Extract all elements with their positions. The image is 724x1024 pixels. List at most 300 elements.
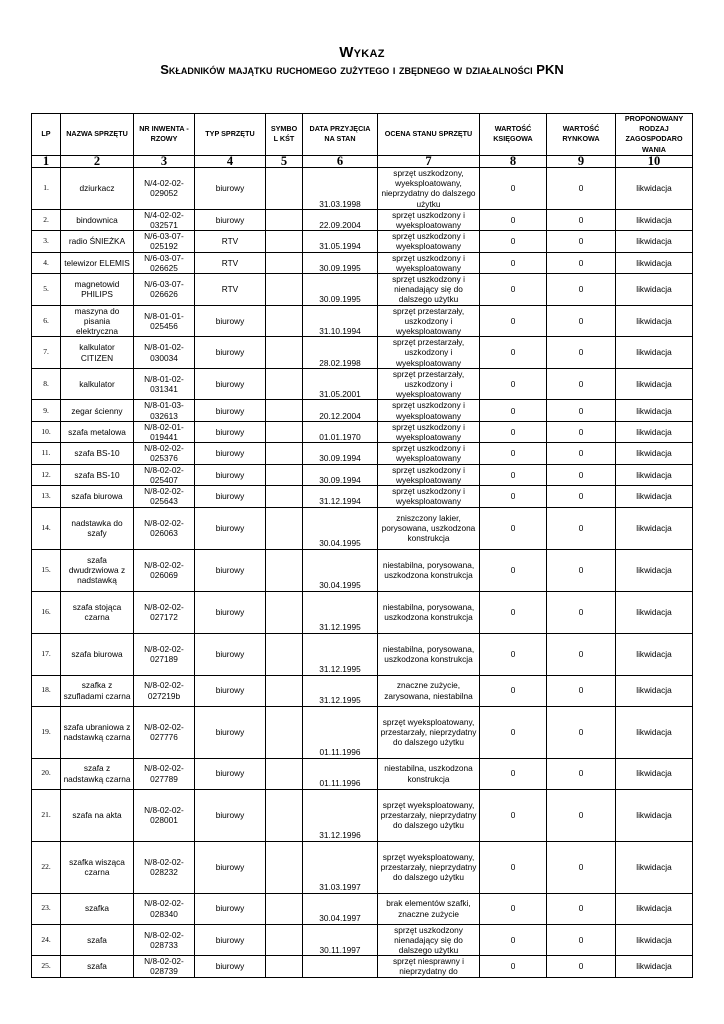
cell-inventory-number: N/8-02-02-027789 <box>134 758 195 789</box>
cell-inventory-number: N/4-02-02-032571 <box>134 209 195 230</box>
cell-kst-symbol <box>266 231 303 252</box>
cell-inventory-number: N/8-02-02-027776 <box>134 706 195 758</box>
cell-kst-symbol <box>266 167 303 209</box>
cell-acceptance-date: 30.04.1995 <box>303 549 378 591</box>
cell-inventory-number: N/8-01-02-030034 <box>134 337 195 369</box>
cell-inventory-number: N/8-02-02-028001 <box>134 789 195 841</box>
cell-equipment-type: biurowy <box>195 421 266 442</box>
cell-inventory-number: N/8-02-02-025643 <box>134 486 195 507</box>
cell-item-name: telewizor ELEMIS <box>61 252 134 273</box>
column-number: 6 <box>303 155 378 167</box>
table-row <box>32 421 693 442</box>
cell-proposed-disposal: likwidacja <box>616 549 693 591</box>
cell-acceptance-date: 31.12.1995 <box>303 591 378 633</box>
cell-condition-assessment: sprzęt uszkodzony i wyeksploatowany <box>378 421 480 442</box>
cell-item-name: szafka wisząca czarna <box>61 841 134 893</box>
cell-book-value: 0 <box>480 549 547 591</box>
cell-proposed-disposal: likwidacja <box>616 464 693 485</box>
cell-proposed-disposal: likwidacja <box>616 231 693 252</box>
cell-inventory-number: N/8-02-02-028232 <box>134 841 195 893</box>
cell-acceptance-date: 01.01.1970 <box>303 421 378 442</box>
table-row <box>32 633 693 675</box>
cell-inventory-number: N/8-01-02-031341 <box>134 368 195 400</box>
cell-proposed-disposal: likwidacja <box>616 675 693 706</box>
cell-condition-assessment: zniszczony lakier, porysowana, uszkodzona konstrukcja <box>378 507 480 549</box>
cell-equipment-type: biurowy <box>195 841 266 893</box>
cell-acceptance-date: 30.09.1995 <box>303 274 378 306</box>
cell-acceptance-date: 31.12.1994 <box>303 486 378 507</box>
cell-kst-symbol <box>266 486 303 507</box>
cell-condition-assessment: sprzęt uszkodzony i wyeksploatowany <box>378 464 480 485</box>
cell-acceptance-date: 20.12.2004 <box>303 400 378 421</box>
cell-acceptance-date: 31.03.1997 <box>303 841 378 893</box>
table-row <box>32 368 693 400</box>
cell-condition-assessment: sprzęt uszkodzony i wyeksploatowany <box>378 486 480 507</box>
cell-equipment-type: biurowy <box>195 400 266 421</box>
cell-proposed-disposal: likwidacja <box>616 209 693 230</box>
cell-book-value: 0 <box>480 789 547 841</box>
cell-equipment-type: biurowy <box>195 464 266 485</box>
table-row <box>32 337 693 369</box>
cell-market-value: 0 <box>547 464 616 485</box>
cell-proposed-disposal: likwidacja <box>616 956 693 977</box>
cell-item-name: magnetowid PHILIPS <box>61 274 134 306</box>
cell-equipment-type: biurowy <box>195 675 266 706</box>
cell-item-name: bindownica <box>61 209 134 230</box>
cell-condition-assessment: sprzęt przestarzały, uszkodzony i wyeksploatowany <box>378 337 480 369</box>
cell-acceptance-date <box>303 956 378 977</box>
cell-equipment-type: biurowy <box>195 337 266 369</box>
cell-inventory-number: N/8-02-02-028733 <box>134 924 195 956</box>
cell-condition-assessment: niestabilna, porysowana, uszkodzona konstrukcja <box>378 591 480 633</box>
cell-kst-symbol <box>266 507 303 549</box>
cell-condition-assessment: niestabilna, porysowana, uszkodzona konstrukcja <box>378 633 480 675</box>
table-row <box>32 706 693 758</box>
cell-item-name: szafa na akta <box>61 789 134 841</box>
cell-kst-symbol <box>266 252 303 273</box>
cell-equipment-type: RTV <box>195 231 266 252</box>
cell-lp: 10. <box>32 421 61 442</box>
table-row <box>32 167 693 209</box>
cell-item-name: szafa dwudrzwiowa z nadstawką <box>61 549 134 591</box>
table-row <box>32 486 693 507</box>
cell-inventory-number: N/8-01-03-032613 <box>134 400 195 421</box>
cell-lp: 13. <box>32 486 61 507</box>
cell-market-value: 0 <box>547 789 616 841</box>
cell-acceptance-date: 28.02.1998 <box>303 337 378 369</box>
cell-kst-symbol <box>266 758 303 789</box>
table-row <box>32 274 693 306</box>
table-row <box>32 464 693 485</box>
cell-book-value: 0 <box>480 507 547 549</box>
cell-book-value: 0 <box>480 209 547 230</box>
cell-proposed-disposal: likwidacja <box>616 443 693 464</box>
cell-lp: 19. <box>32 706 61 758</box>
cell-condition-assessment: niestabilna, porysowana, uszkodzona konstrukcja <box>378 549 480 591</box>
cell-kst-symbol <box>266 305 303 337</box>
cell-condition-assessment: sprzęt uszkodzony i wyeksploatowany <box>378 209 480 230</box>
cell-condition-assessment: sprzęt uszkodzony i wyeksploatowany <box>378 443 480 464</box>
column-number: 2 <box>61 155 134 167</box>
cell-item-name: szafka z szufladami czarna <box>61 675 134 706</box>
cell-acceptance-date: 01.11.1996 <box>303 758 378 789</box>
cell-proposed-disposal: likwidacja <box>616 252 693 273</box>
cell-book-value: 0 <box>480 675 547 706</box>
cell-equipment-type: biurowy <box>195 789 266 841</box>
cell-kst-symbol <box>266 956 303 977</box>
cell-acceptance-date: 30.09.1994 <box>303 464 378 485</box>
header-market-value: WARTOŚĆ RYNKOWA <box>547 114 616 156</box>
header-equipment-type: TYP SPRZĘTU <box>195 114 266 156</box>
table-body <box>32 167 693 977</box>
cell-item-name: kalkulator <box>61 368 134 400</box>
cell-condition-assessment: znaczne zużycie, zarysowana, niestabilna <box>378 675 480 706</box>
cell-condition-assessment: sprzęt niesprawny i nieprzydatny do <box>378 956 480 977</box>
table-row <box>32 924 693 956</box>
cell-proposed-disposal: likwidacja <box>616 706 693 758</box>
table-row <box>32 841 693 893</box>
cell-inventory-number: N/8-02-02-025376 <box>134 443 195 464</box>
cell-inventory-number: N/8-02-02-026063 <box>134 507 195 549</box>
cell-item-name: maszyna do pisania elektryczna <box>61 305 134 337</box>
cell-proposed-disposal: likwidacja <box>616 167 693 209</box>
cell-lp: 8. <box>32 368 61 400</box>
cell-condition-assessment: sprzęt uszkodzony i wyeksploatowany <box>378 231 480 252</box>
cell-book-value: 0 <box>480 924 547 956</box>
cell-item-name: dziurkacz <box>61 167 134 209</box>
cell-book-value: 0 <box>480 421 547 442</box>
cell-item-name: szafa z nadstawką czarna <box>61 758 134 789</box>
cell-lp: 21. <box>32 789 61 841</box>
cell-proposed-disposal: likwidacja <box>616 841 693 893</box>
cell-kst-symbol <box>266 633 303 675</box>
table-row <box>32 231 693 252</box>
cell-item-name: szafa <box>61 924 134 956</box>
cell-equipment-type: biurowy <box>195 633 266 675</box>
cell-proposed-disposal: likwidacja <box>616 893 693 924</box>
cell-item-name: szafa ubraniowa z nadstawką czarna <box>61 706 134 758</box>
column-number-row <box>32 155 693 167</box>
cell-lp: 4. <box>32 252 61 273</box>
cell-condition-assessment: brak elementów szafki, znaczne zużycie <box>378 893 480 924</box>
document-subtitle: Składników majątku ruchomego zużytego i zbędnego w działalności PKN <box>160 62 564 77</box>
cell-equipment-type: biurowy <box>195 706 266 758</box>
cell-lp: 3. <box>32 231 61 252</box>
cell-proposed-disposal: likwidacja <box>616 305 693 337</box>
table-row <box>32 305 693 337</box>
cell-proposed-disposal: likwidacja <box>616 421 693 442</box>
cell-market-value: 0 <box>547 507 616 549</box>
cell-item-name: szafa metalowa <box>61 421 134 442</box>
cell-acceptance-date: 31.12.1996 <box>303 789 378 841</box>
cell-inventory-number: N/6-03-07-026625 <box>134 252 195 273</box>
cell-book-value: 0 <box>480 443 547 464</box>
table-row <box>32 758 693 789</box>
cell-market-value: 0 <box>547 368 616 400</box>
cell-proposed-disposal: likwidacja <box>616 368 693 400</box>
table-row <box>32 507 693 549</box>
cell-market-value: 0 <box>547 924 616 956</box>
cell-market-value: 0 <box>547 305 616 337</box>
header-proposed-disposal: PROPONOWANY RODZAJ ZAGOSPODARO WANIA <box>616 114 693 156</box>
cell-proposed-disposal: likwidacja <box>616 789 693 841</box>
cell-inventory-number: N/8-02-02-027189 <box>134 633 195 675</box>
cell-condition-assessment: sprzęt wyeksploatowany, przestarzały, nieprzydatny do dalszego użytku <box>378 706 480 758</box>
cell-market-value: 0 <box>547 486 616 507</box>
cell-book-value: 0 <box>480 956 547 977</box>
cell-proposed-disposal: likwidacja <box>616 758 693 789</box>
cell-lp: 17. <box>32 633 61 675</box>
cell-book-value: 0 <box>480 305 547 337</box>
cell-item-name: szafa stojąca czarna <box>61 591 134 633</box>
cell-inventory-number: N/6-03-07-026626 <box>134 274 195 306</box>
cell-inventory-number: N/8-02-02-028739 <box>134 956 195 977</box>
cell-equipment-type: biurowy <box>195 924 266 956</box>
cell-kst-symbol <box>266 368 303 400</box>
cell-item-name: szafa biurowa <box>61 633 134 675</box>
cell-equipment-type: biurowy <box>195 893 266 924</box>
header-acceptance-date: DATA PRZYJĘCIA NA STAN <box>303 114 378 156</box>
cell-lp: 16. <box>32 591 61 633</box>
cell-acceptance-date: 31.05.2001 <box>303 368 378 400</box>
cell-book-value: 0 <box>480 758 547 789</box>
header-condition-assessment: OCENA STANU SPRZĘTU <box>378 114 480 156</box>
cell-book-value: 0 <box>480 231 547 252</box>
cell-lp: 12. <box>32 464 61 485</box>
cell-item-name: szafa BS-10 <box>61 464 134 485</box>
cell-condition-assessment: sprzęt uszkodzony i nienadający się do dalszego użytku <box>378 274 480 306</box>
document-title: Wykaz <box>339 44 385 61</box>
cell-book-value: 0 <box>480 841 547 893</box>
cell-lp: 25. <box>32 956 61 977</box>
cell-market-value: 0 <box>547 421 616 442</box>
header-kst-symbol: SYMBO L KŚT <box>266 114 303 156</box>
cell-kst-symbol <box>266 893 303 924</box>
cell-equipment-type: biurowy <box>195 209 266 230</box>
cell-acceptance-date: 31.03.1998 <box>303 167 378 209</box>
table-row <box>32 400 693 421</box>
cell-equipment-type: biurowy <box>195 507 266 549</box>
cell-book-value: 0 <box>480 591 547 633</box>
cell-inventory-number: N/4-02-02-029052 <box>134 167 195 209</box>
cell-proposed-disposal: likwidacja <box>616 274 693 306</box>
cell-lp: 15. <box>32 549 61 591</box>
cell-item-name: nadstawka do szafy <box>61 507 134 549</box>
cell-equipment-type: biurowy <box>195 167 266 209</box>
cell-market-value: 0 <box>547 706 616 758</box>
cell-condition-assessment: sprzęt przestarzały, uszkodzony i wyeksploatowany <box>378 305 480 337</box>
cell-book-value: 0 <box>480 633 547 675</box>
cell-inventory-number: N/8-02-02-026069 <box>134 549 195 591</box>
cell-condition-assessment: niestabilna, uszkodzona konstrukcja <box>378 758 480 789</box>
cell-kst-symbol <box>266 443 303 464</box>
cell-market-value: 0 <box>547 400 616 421</box>
cell-equipment-type: biurowy <box>195 956 266 977</box>
cell-kst-symbol <box>266 274 303 306</box>
column-number: 7 <box>378 155 480 167</box>
cell-inventory-number: N/8-01-01-025456 <box>134 305 195 337</box>
inventory-table <box>31 113 693 978</box>
cell-item-name: szafka <box>61 893 134 924</box>
cell-acceptance-date: 22.09.2004 <box>303 209 378 230</box>
column-number: 4 <box>195 155 266 167</box>
cell-proposed-disposal: likwidacja <box>616 924 693 956</box>
cell-market-value: 0 <box>547 841 616 893</box>
cell-market-value: 0 <box>547 549 616 591</box>
cell-equipment-type: biurowy <box>195 368 266 400</box>
cell-kst-symbol <box>266 464 303 485</box>
cell-market-value: 0 <box>547 167 616 209</box>
cell-proposed-disposal: likwidacja <box>616 633 693 675</box>
table-row <box>32 591 693 633</box>
cell-lp: 1. <box>32 167 61 209</box>
table-header-row <box>32 114 693 156</box>
cell-inventory-number: N/8-02-01-019441 <box>134 421 195 442</box>
cell-kst-symbol <box>266 209 303 230</box>
cell-inventory-number: N/8-02-02-025407 <box>134 464 195 485</box>
cell-book-value: 0 <box>480 368 547 400</box>
cell-lp: 20. <box>32 758 61 789</box>
cell-equipment-type: RTV <box>195 252 266 273</box>
cell-market-value: 0 <box>547 337 616 369</box>
cell-inventory-number: N/8-02-02-027219b <box>134 675 195 706</box>
cell-market-value: 0 <box>547 443 616 464</box>
column-number: 5 <box>266 155 303 167</box>
cell-book-value: 0 <box>480 486 547 507</box>
cell-lp: 6. <box>32 305 61 337</box>
cell-kst-symbol <box>266 549 303 591</box>
cell-book-value: 0 <box>480 400 547 421</box>
cell-market-value: 0 <box>547 956 616 977</box>
cell-item-name: radio ŚNIEŻKA <box>61 231 134 252</box>
cell-condition-assessment: sprzęt uszkodzony i wyeksploatowany <box>378 252 480 273</box>
cell-equipment-type: biurowy <box>195 305 266 337</box>
cell-lp: 5. <box>32 274 61 306</box>
column-number: 10 <box>616 155 693 167</box>
cell-book-value: 0 <box>480 337 547 369</box>
cell-equipment-type: biurowy <box>195 758 266 789</box>
cell-inventory-number: N/6-03-07-025192 <box>134 231 195 252</box>
cell-kst-symbol <box>266 841 303 893</box>
table-row <box>32 443 693 464</box>
table-row <box>32 956 693 977</box>
cell-market-value: 0 <box>547 231 616 252</box>
header-item-name: NAZWA SPRZĘTU <box>61 114 134 156</box>
cell-condition-assessment: sprzęt uszkodzony, wyeksploatowany, nieprzydatny do dalszego użytku <box>378 167 480 209</box>
cell-proposed-disposal: likwidacja <box>616 486 693 507</box>
cell-condition-assessment: sprzęt uszkodzony i wyeksploatowany <box>378 400 480 421</box>
cell-acceptance-date: 31.12.1995 <box>303 675 378 706</box>
cell-item-name: kalkulator CITIZEN <box>61 337 134 369</box>
column-number: 1 <box>32 155 61 167</box>
cell-acceptance-date: 31.05.1994 <box>303 231 378 252</box>
cell-acceptance-date: 30.09.1995 <box>303 252 378 273</box>
cell-kst-symbol <box>266 924 303 956</box>
cell-proposed-disposal: likwidacja <box>616 400 693 421</box>
header-inventory-number: NR INWENTA - RZOWY <box>134 114 195 156</box>
cell-item-name: zegar ścienny <box>61 400 134 421</box>
header-book-value: WARTOŚĆ KSIĘGOWA <box>480 114 547 156</box>
cell-market-value: 0 <box>547 209 616 230</box>
cell-item-name: szafa biurowa <box>61 486 134 507</box>
cell-market-value: 0 <box>547 633 616 675</box>
column-number: 9 <box>547 155 616 167</box>
cell-kst-symbol <box>266 400 303 421</box>
table-row <box>32 252 693 273</box>
cell-condition-assessment: sprzęt wyeksploatowany, przestarzały, nieprzydatny do dalszego użytku <box>378 841 480 893</box>
cell-proposed-disposal: likwidacja <box>616 337 693 369</box>
cell-equipment-type: biurowy <box>195 443 266 464</box>
cell-kst-symbol <box>266 591 303 633</box>
cell-market-value: 0 <box>547 252 616 273</box>
column-number: 3 <box>134 155 195 167</box>
cell-acceptance-date: 30.04.1995 <box>303 507 378 549</box>
cell-inventory-number: N/8-02-02-028340 <box>134 893 195 924</box>
cell-market-value: 0 <box>547 893 616 924</box>
cell-acceptance-date: 31.10.1994 <box>303 305 378 337</box>
cell-acceptance-date: 30.11.1997 <box>303 924 378 956</box>
cell-lp: 23. <box>32 893 61 924</box>
cell-lp: 2. <box>32 209 61 230</box>
cell-equipment-type: biurowy <box>195 486 266 507</box>
cell-acceptance-date: 01.11.1996 <box>303 706 378 758</box>
column-number: 8 <box>480 155 547 167</box>
cell-inventory-number: N/8-02-02-027172 <box>134 591 195 633</box>
cell-equipment-type: biurowy <box>195 591 266 633</box>
cell-condition-assessment: sprzęt uszkodzony nienadający się do dalszego użytku <box>378 924 480 956</box>
cell-equipment-type: RTV <box>195 274 266 306</box>
table-row <box>32 209 693 230</box>
cell-book-value: 0 <box>480 252 547 273</box>
cell-market-value: 0 <box>547 675 616 706</box>
cell-proposed-disposal: likwidacja <box>616 591 693 633</box>
cell-market-value: 0 <box>547 591 616 633</box>
cell-market-value: 0 <box>547 758 616 789</box>
table-row <box>32 549 693 591</box>
header-lp: LP <box>32 114 61 156</box>
table-row <box>32 675 693 706</box>
table-row <box>32 893 693 924</box>
cell-lp: 11. <box>32 443 61 464</box>
cell-kst-symbol <box>266 706 303 758</box>
cell-kst-symbol <box>266 421 303 442</box>
cell-lp: 14. <box>32 507 61 549</box>
cell-lp: 18. <box>32 675 61 706</box>
cell-item-name: szafa BS-10 <box>61 443 134 464</box>
cell-book-value: 0 <box>480 893 547 924</box>
cell-acceptance-date: 31.12.1995 <box>303 633 378 675</box>
cell-acceptance-date: 30.04.1997 <box>303 893 378 924</box>
cell-kst-symbol <box>266 675 303 706</box>
cell-book-value: 0 <box>480 464 547 485</box>
cell-proposed-disposal: likwidacja <box>616 507 693 549</box>
cell-equipment-type: biurowy <box>195 549 266 591</box>
cell-market-value: 0 <box>547 274 616 306</box>
cell-book-value: 0 <box>480 706 547 758</box>
cell-lp: 7. <box>32 337 61 369</box>
cell-lp: 9. <box>32 400 61 421</box>
cell-kst-symbol <box>266 337 303 369</box>
table-row <box>32 789 693 841</box>
cell-item-name: szafa <box>61 956 134 977</box>
cell-book-value: 0 <box>480 167 547 209</box>
cell-lp: 24. <box>32 924 61 956</box>
cell-lp: 22. <box>32 841 61 893</box>
cell-acceptance-date: 30.09.1994 <box>303 443 378 464</box>
cell-book-value: 0 <box>480 274 547 306</box>
cell-condition-assessment: sprzęt wyeksploatowany, przestarzały, nieprzydatny do dalszego użytku <box>378 789 480 841</box>
cell-kst-symbol <box>266 789 303 841</box>
